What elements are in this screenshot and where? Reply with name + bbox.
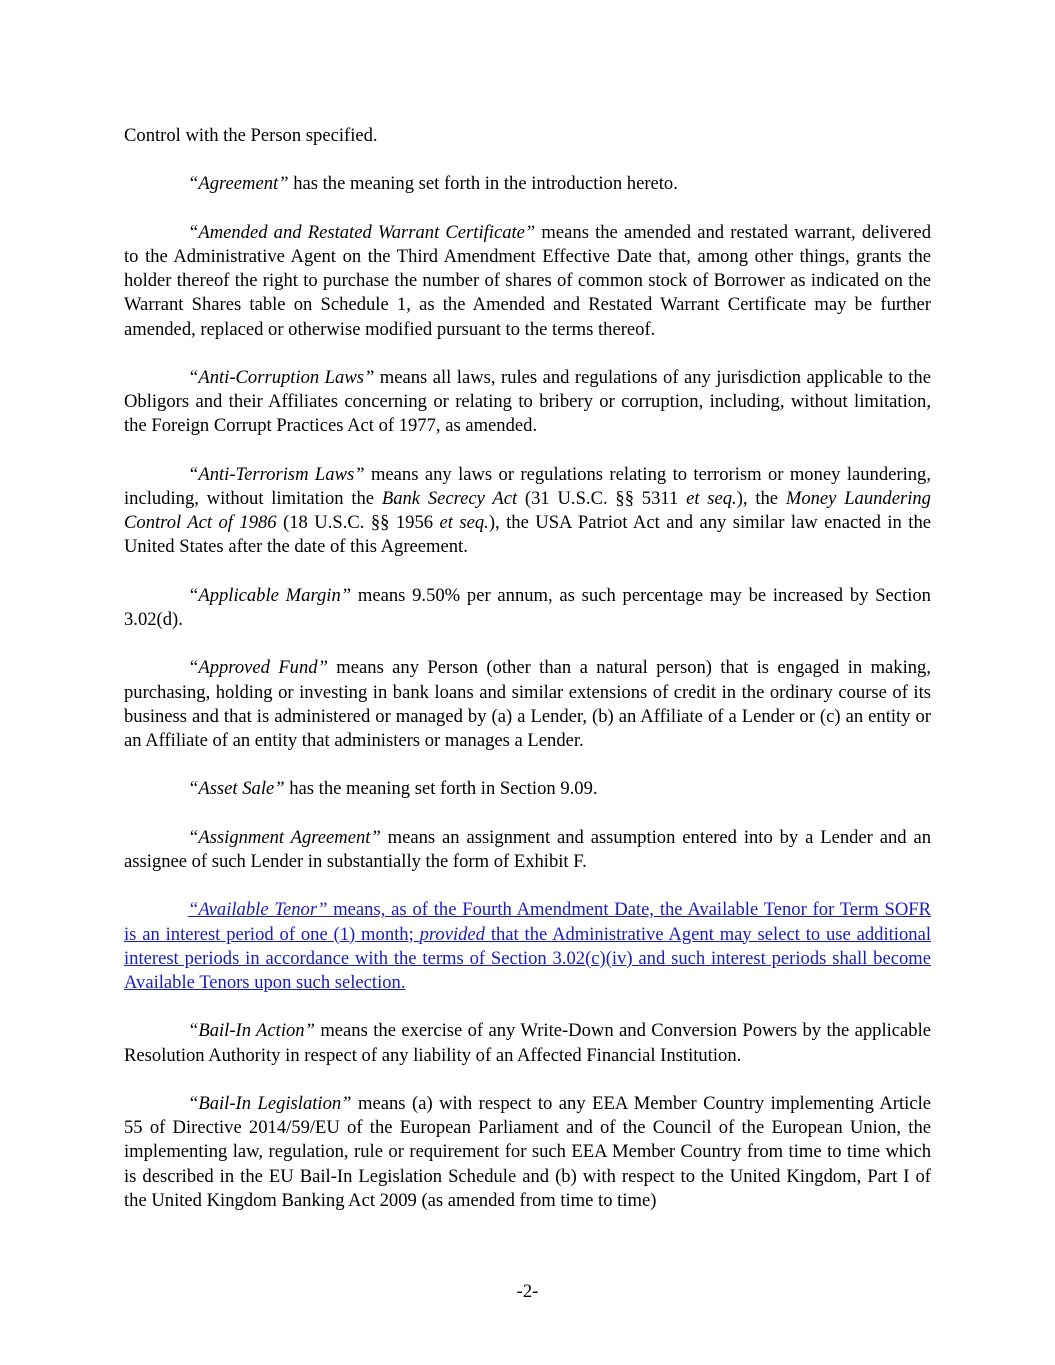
definition-text: ), the USA Patriot Act and any similar law enacted in the United States after the date of this Agreement. (124, 512, 931, 558)
definition-text: ), the (736, 487, 786, 509)
definition-text: means any Person (other than a natural person) that is engaged in making, purchasing, holding or investing in bank loans and similar extensions of credit in the ordinary course of its business and that is administered or managed by (a) a Lender, (b) an Affiliate of a Lender or (c) an entity or an Affiliate of an entity that administers or manages a Lender. (124, 657, 931, 751)
definition-text: has the meaning set forth in the introduction hereto. (288, 173, 678, 195)
definition-available-tenor-amended (124, 898, 931, 995)
definition-bail-in-legislation (124, 1092, 931, 1213)
defined-term: “Bail-In Legislation” (188, 1092, 352, 1114)
definition-text: means the amended and restated warrant, delivered to the Administrative Agent on the Third Amendment Effective Date that, among other things, grants the holder thereof the right to purchase the number of shares of common stock of Borrower as indicated on the Warrant Shares table on Schedule 1, as the Amended and Restated Warrant Certificate may be further amended, replaced or otherwise modified pursuant to the terms thereof. (124, 221, 931, 340)
definition-text: means an assignment and assumption entered into by a Lender and an assignee of such Lender in substantially the form of Exhibit F. (124, 826, 931, 872)
definition-text: means, as of the Fourth Amendment Date, the Available Tenor for Term SOFR is an interest period of one (1) month; (124, 899, 931, 945)
defined-term: “Bail-In Action” (188, 1020, 315, 1042)
document-body (124, 124, 931, 1237)
paragraph-text: Control with the Person specified. (124, 125, 378, 146)
definition-text: (18 U.S.C. §§ 1956 (276, 512, 440, 534)
definition-bail-in-action (124, 1019, 931, 1067)
defined-term: “Asset Sale” (188, 778, 285, 800)
defined-term: “Assignment Agreement” (188, 826, 381, 848)
defined-term: “Available Tenor” (188, 899, 328, 921)
definition-agreement (124, 172, 931, 196)
defined-term: “Approved Fund” (188, 657, 328, 679)
definition-applicable-margin (124, 584, 931, 632)
definition-assignment-agreement (124, 826, 931, 874)
definition-text: (31 U.S.C. §§ 5311 (517, 487, 687, 509)
definition-text: that the Administrative Agent may select to use additional interest periods in accordance with the terms of Section 3.02(c)(iv) and such interest periods shall become Available Tenors upon such selection. (124, 923, 931, 993)
page-number: -2- (516, 1281, 539, 1302)
defined-term: “Amended and Restated Warrant Certificate” (188, 221, 536, 243)
definition-asset-sale (124, 777, 931, 801)
statute-name: Bank Secrecy Act (381, 487, 518, 509)
defined-term: “Anti-Terrorism Laws” (188, 463, 365, 485)
statute-name: Money Laundering Control Act of 1986 (124, 487, 931, 534)
defined-term: “Applicable Margin” (188, 584, 352, 606)
definition-text: means 9.50% per annum, as such percentage may be increased by Section 3.02(d). (124, 584, 931, 630)
defined-term: “Anti-Corruption Laws” (188, 366, 375, 388)
defined-term: “Agreement” (188, 173, 289, 195)
definition-approved-fund (124, 656, 931, 753)
definition-amended-restated-warrant-certificate (124, 221, 931, 342)
proviso-term: provided (419, 923, 485, 945)
continuation-paragraph (124, 124, 931, 148)
citation-et-seq: et seq. (439, 512, 489, 534)
definition-anti-terrorism-laws (124, 463, 931, 560)
citation-et-seq: et seq. (686, 487, 737, 509)
definition-text: means all laws, rules and regulations of any jurisdiction applicable to the Obligors and their Affiliates concerning or relating to bribery or corruption, including, without limitation, the Foreign Corrupt Practices Act of 1977, as amended. (124, 366, 931, 437)
definition-anti-corruption-laws (124, 366, 931, 439)
definition-text: means the exercise of any Write-Down and Conversion Powers by the applicable Resolution Authority in respect of any liability of an Affected Financial Institution. (124, 1020, 931, 1066)
definition-text: means (a) with respect to any EEA Member Country implementing Article 55 of Directive 2014/59/EU of the European Parliament and of the Council of the European Union, the implementing law, regulation, rule or requirement for such EEA Member Country from time to time which is described in the EU Bail-In Legislation Schedule and (b) with respect to the United Kingdom, Part I of the United Kingdom Banking Act 2009 (as amended from time to time) (124, 1092, 931, 1211)
definition-text: has the meaning set forth in Section 9.09. (284, 778, 598, 800)
definition-text: means any laws or regulations relating to terrorism or money laundering, including, without limitation the (124, 463, 931, 509)
